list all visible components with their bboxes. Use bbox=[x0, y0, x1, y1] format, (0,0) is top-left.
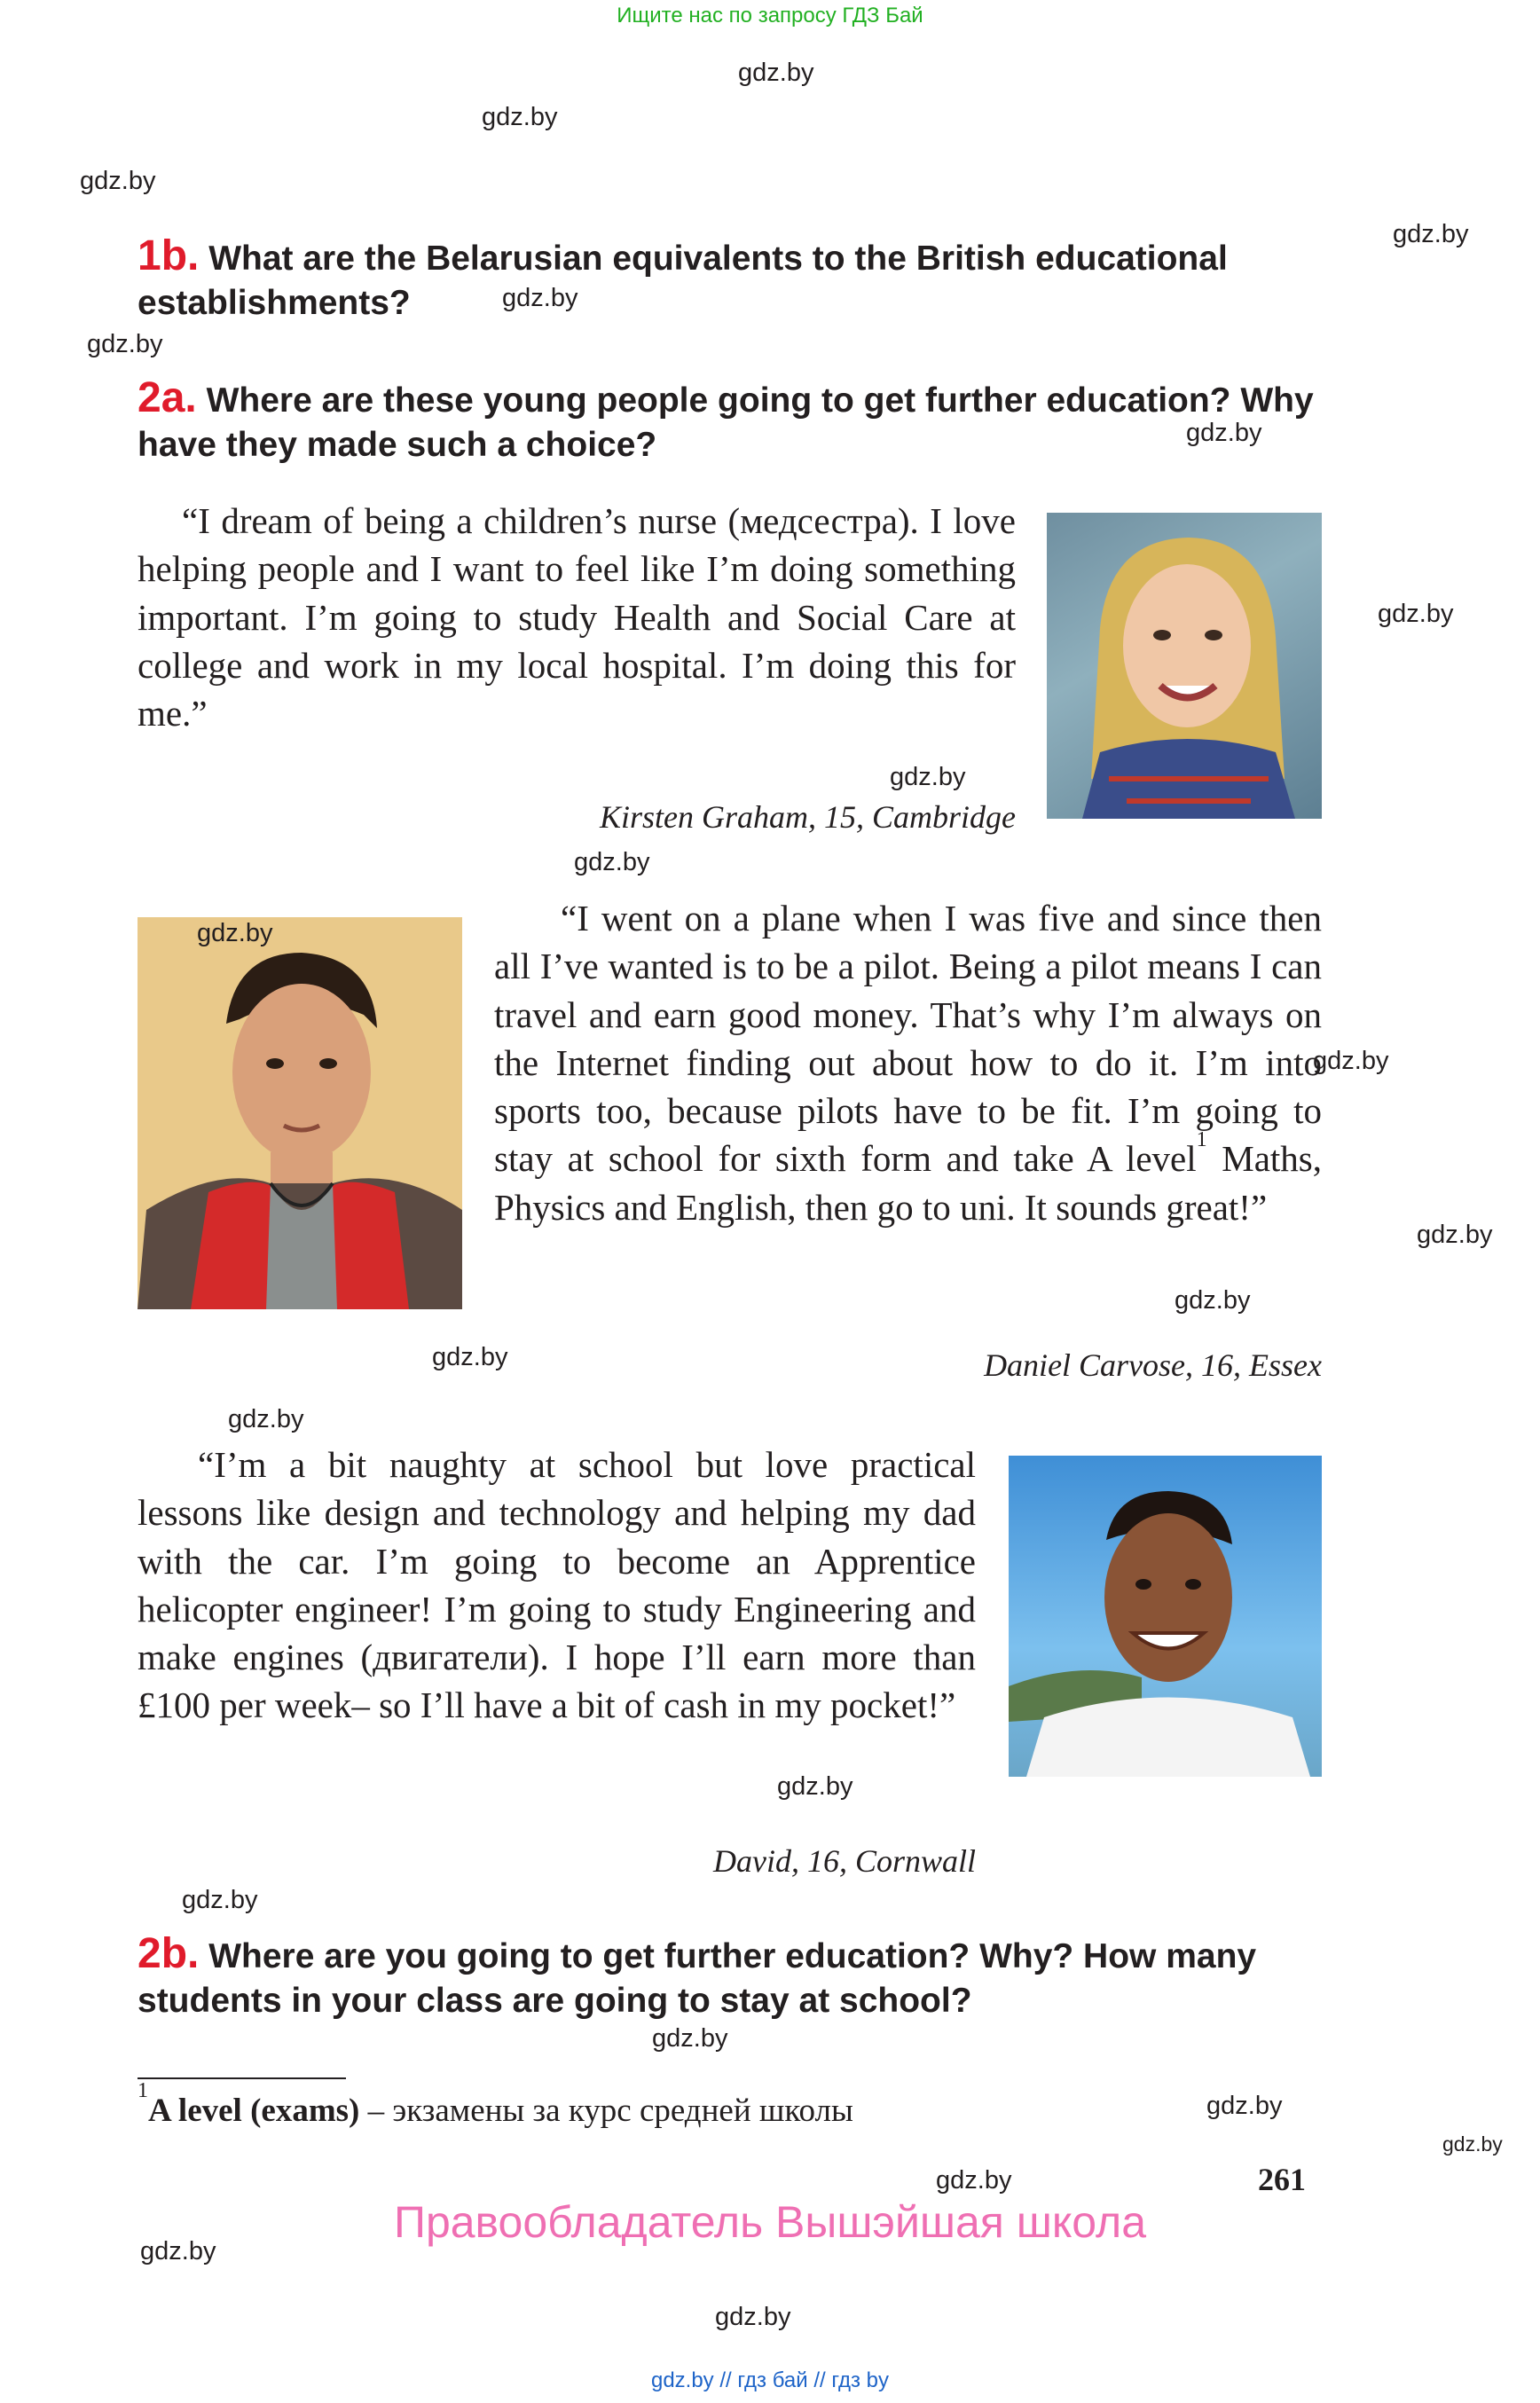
watermark: gdz.by bbox=[197, 919, 273, 947]
exercise-text: Where are these young people going to get further education? Why have they made such a choice? bbox=[138, 381, 1314, 464]
watermark: gdz.by bbox=[182, 1886, 258, 1914]
watermark: gdz.by bbox=[890, 763, 966, 791]
exercise-1b bbox=[138, 234, 1322, 326]
page-number: 261 bbox=[1258, 2162, 1306, 2197]
watermark: gdz.by bbox=[1417, 1221, 1493, 1249]
watermark: gdz.by bbox=[482, 103, 558, 131]
watermark: gdz.by bbox=[1175, 1286, 1251, 1315]
copyright-notice: Правообладатель Вышэйшая школа bbox=[394, 2197, 1146, 2247]
david-attribution: David, 16, Cornwall bbox=[712, 1843, 976, 1879]
kirsten-photo bbox=[1047, 513, 1322, 819]
daniel-attribution: Daniel Carvose, 16, Essex bbox=[984, 1347, 1322, 1383]
exercise-number: 1b. bbox=[138, 232, 200, 279]
bottom-links[interactable]: gdz.by // гдз бай // гдз by bbox=[650, 2368, 890, 2392]
watermark: gdz.by bbox=[502, 284, 578, 312]
watermark: gdz.by bbox=[432, 1343, 508, 1371]
kirsten-quote: “I dream of being a children’s nurse (медсестра). I love helping people and I want to feel like I’m doing something important. I’m going to study Health and Social Care at college and work in my local hospital. I’m doing this for me.” bbox=[138, 500, 1016, 734]
search-hint: Ищите нас по запросу ГДЗ Бай bbox=[617, 4, 923, 27]
david-quote: “I’m a bit naughty at school but love practical lessons like design and technology and helping my dad with the car. I’m going to become an Apprentice helicopter engineer! I’m going to study Engineering and make engines (двигатели). I hope I’ll earn more than £100 per week– so I’ll have a bit of cash in my pocket!” bbox=[138, 1444, 976, 1726]
daniel-quote bbox=[494, 894, 1322, 1231]
david-photo bbox=[1009, 1456, 1322, 1777]
watermark: gdz.by bbox=[1378, 600, 1454, 628]
kirsten-attribution: Kirsten Graham, 15, Cambridge bbox=[599, 799, 1016, 835]
exercise-2a bbox=[138, 376, 1322, 467]
exercise-text: Where are you going to get further education? Why? How many students in your class are going to stay at school? bbox=[138, 1937, 1257, 2020]
watermark: gdz.by bbox=[1206, 2092, 1283, 2120]
watermark: gdz.by bbox=[936, 2166, 1012, 2195]
watermark: gdz.by bbox=[715, 2303, 791, 2331]
exercise-number: 2b. bbox=[138, 1930, 200, 1977]
watermark: gdz.by bbox=[1313, 1047, 1389, 1075]
footnote-number: 1 bbox=[138, 2078, 148, 2102]
watermark: gdz.by bbox=[1442, 2132, 1503, 2156]
footnote-divider bbox=[138, 2077, 346, 2079]
watermark: gdz.by bbox=[1186, 419, 1262, 447]
daniel-quote-text-1: “I went on a plane when I was five and since then all I’ve wanted is to be a pilot. Being a pilot means I can travel and earn good money. That’s why I’m always on the Internet finding out about how to do it. I’m into sports too, because pilots have to be fit. I’m going to stay at school for sixth form and take A level bbox=[494, 898, 1322, 1180]
footnote bbox=[138, 2078, 853, 2130]
exercise-2b bbox=[138, 1932, 1322, 2023]
watermark: gdz.by bbox=[80, 167, 156, 195]
watermark: gdz.by bbox=[140, 2237, 216, 2266]
footnote-term: A level (exams) bbox=[148, 2093, 360, 2129]
exercise-number: 2a. bbox=[138, 374, 197, 421]
exercise-text: What are the Belarusian equivalents to the British educational establishments? bbox=[138, 240, 1228, 322]
watermark: gdz.by bbox=[574, 848, 650, 876]
watermark: gdz.by bbox=[652, 2024, 728, 2053]
watermark: gdz.by bbox=[1393, 220, 1469, 248]
watermark: gdz.by bbox=[228, 1405, 304, 1433]
watermark: gdz.by bbox=[738, 59, 814, 87]
watermark: gdz.by bbox=[87, 330, 163, 358]
watermark: gdz.by bbox=[777, 1772, 853, 1801]
footnote-definition: – экзамены за курс средней школы bbox=[359, 2093, 853, 2129]
daniel-quote-text-2: Maths, Physics and English, then go to uni. It sounds great!” bbox=[494, 1138, 1322, 1228]
daniel-photo bbox=[138, 917, 462, 1309]
footnote-mark: 1 bbox=[1196, 1127, 1207, 1151]
